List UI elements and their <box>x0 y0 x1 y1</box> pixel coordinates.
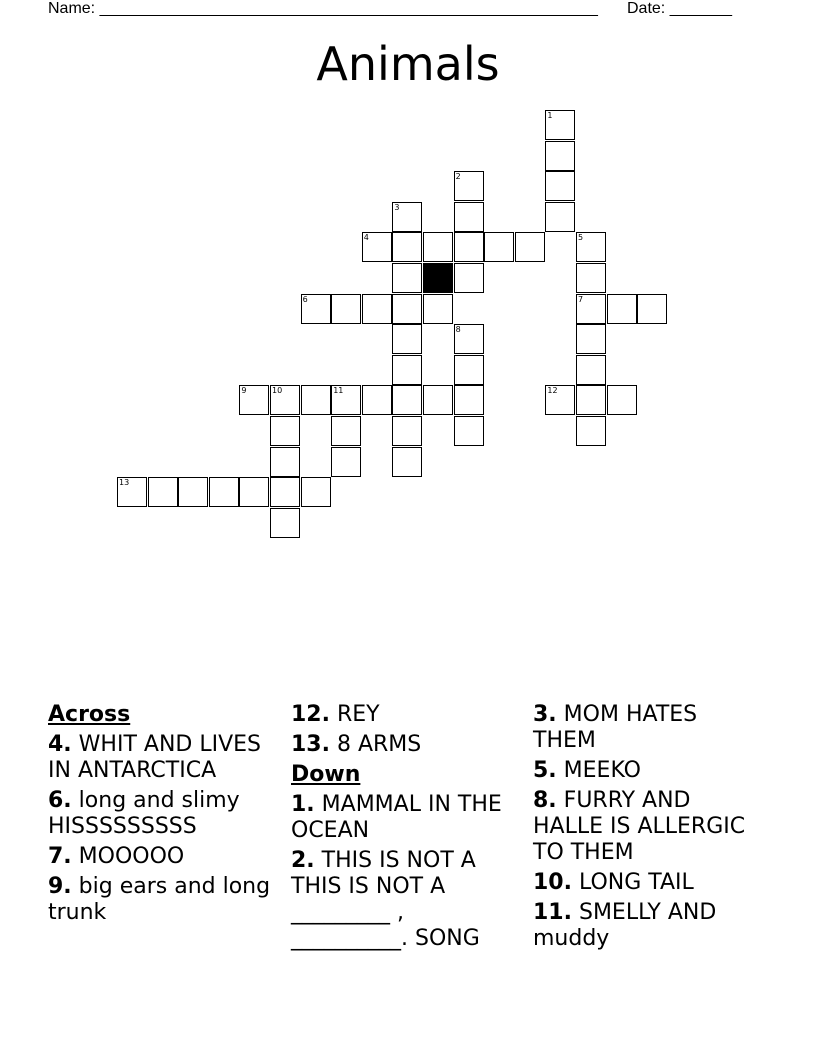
crossword-cell[interactable] <box>392 416 422 446</box>
crossword-cell[interactable] <box>392 447 422 477</box>
crossword-cell[interactable] <box>270 508 300 538</box>
clue-across-6: 6. long and slimy HISSSSSSSSS <box>48 788 240 839</box>
crossword-cell[interactable] <box>270 477 300 507</box>
crossword-cell[interactable] <box>392 294 422 324</box>
date-field[interactable]: Date: _______ <box>627 0 732 17</box>
clue-number: 4 <box>363 233 369 243</box>
crossword-cell[interactable] <box>637 294 667 324</box>
crossword-cell[interactable] <box>484 232 514 262</box>
clue-down-11: 11. SMELLY AND muddy <box>533 900 717 951</box>
clue-down-3: 3. MOM HATES THEM <box>533 702 698 753</box>
crossword-cell[interactable] <box>423 385 453 415</box>
crossword-cell[interactable] <box>331 447 361 477</box>
crossword-cell[interactable] <box>454 202 484 232</box>
clue-number: 3 <box>394 202 400 212</box>
across-heading: Across <box>48 702 131 727</box>
crossword-cell[interactable] <box>576 263 606 293</box>
clue-number: 6 <box>302 294 308 304</box>
crossword-cell[interactable] <box>270 416 300 446</box>
crossword-cell[interactable] <box>576 324 606 354</box>
crossword-cell[interactable] <box>392 355 422 385</box>
clue-number: 9 <box>241 386 247 396</box>
clue-column-1 <box>48 702 278 930</box>
crossword-cell[interactable] <box>454 416 484 446</box>
crossword-cell[interactable] <box>301 385 331 415</box>
clue-number: 2 <box>455 172 461 182</box>
clue-down-1: 1. MAMMAL IN THE OCEAN <box>291 792 502 843</box>
crossword-cell[interactable] <box>362 385 392 415</box>
crossword-cell[interactable] <box>515 232 545 262</box>
clue-across-13: 13. 8 ARMS <box>291 732 422 757</box>
crossword-cell[interactable] <box>576 385 606 415</box>
clue-across-12: 12. REY <box>291 702 380 727</box>
crossword-cell[interactable] <box>148 477 178 507</box>
crossword-cell[interactable] <box>270 447 300 477</box>
clue-column-3 <box>533 702 763 956</box>
crossword-cell[interactable] <box>576 232 606 262</box>
crossword-cell[interactable] <box>545 110 575 140</box>
crossword-cell[interactable] <box>576 355 606 385</box>
crossword-cell[interactable] <box>454 355 484 385</box>
crossword-block-cell <box>423 263 453 293</box>
clue-number: 11 <box>333 386 344 396</box>
clue-number: 13 <box>119 478 130 488</box>
crossword-cell[interactable] <box>301 477 331 507</box>
crossword-cell[interactable] <box>545 385 575 415</box>
clue-down-8: 8. FURRY AND HALLE IS ALLERGIC TO THEM <box>533 788 746 865</box>
clue-number: 12 <box>547 386 558 396</box>
crossword-cell[interactable] <box>454 324 484 354</box>
crossword-cell[interactable] <box>362 232 392 262</box>
crossword-cell[interactable] <box>545 171 575 201</box>
crossword-cell[interactable] <box>392 385 422 415</box>
crossword-cell[interactable] <box>392 232 422 262</box>
crossword-cell[interactable] <box>239 477 269 507</box>
crossword-cell[interactable] <box>545 202 575 232</box>
crossword-cell[interactable] <box>454 385 484 415</box>
crossword-cell[interactable] <box>607 294 637 324</box>
crossword-cell[interactable] <box>117 477 147 507</box>
crossword-cell[interactable] <box>392 324 422 354</box>
crossword-cell[interactable] <box>178 477 208 507</box>
crossword-cell[interactable] <box>392 263 422 293</box>
clue-number: 7 <box>578 294 584 304</box>
crossword-cell[interactable] <box>392 202 422 232</box>
crossword-cell[interactable] <box>331 385 361 415</box>
clue-across-9: 9. big ears and long trunk <box>48 874 271 925</box>
crossword-cell[interactable] <box>301 294 331 324</box>
down-heading: Down <box>291 762 361 787</box>
crossword-cell[interactable] <box>331 416 361 446</box>
crossword-cell[interactable] <box>209 477 239 507</box>
clue-down-5: 5. MEEKO <box>533 758 641 783</box>
crossword-cell[interactable] <box>423 232 453 262</box>
crossword-cell[interactable] <box>454 263 484 293</box>
clue-number: 5 <box>578 233 584 243</box>
crossword-cell[interactable] <box>270 385 300 415</box>
clue-across-4: 4. WHIT AND LIVES IN ANTARCTICA <box>48 732 261 783</box>
crossword-cell[interactable] <box>576 416 606 446</box>
clue-column-2 <box>291 702 521 956</box>
clue-down-10: 10. LONG TAIL <box>533 870 694 895</box>
crossword-cell[interactable] <box>576 294 606 324</box>
clue-number: 10 <box>272 386 283 396</box>
clue-across-7: 7. MOOOOO <box>48 844 185 869</box>
crossword-cell[interactable] <box>545 141 575 171</box>
name-field[interactable]: Name: ________________________________________________________ <box>48 0 598 17</box>
crossword-cell[interactable] <box>239 385 269 415</box>
clue-number: 8 <box>455 325 461 335</box>
crossword-cell[interactable] <box>423 294 453 324</box>
crossword-cell[interactable] <box>607 385 637 415</box>
page-title: Animals <box>316 37 500 91</box>
crossword-cell[interactable] <box>331 294 361 324</box>
crossword-cell[interactable] <box>454 171 484 201</box>
clue-number: 1 <box>547 111 553 120</box>
crossword-cell[interactable] <box>454 232 484 262</box>
clue-down-2: 2. THIS IS NOT A THIS IS NOT A _________ , __________. SONG <box>291 848 480 951</box>
crossword-cell[interactable] <box>362 294 392 324</box>
